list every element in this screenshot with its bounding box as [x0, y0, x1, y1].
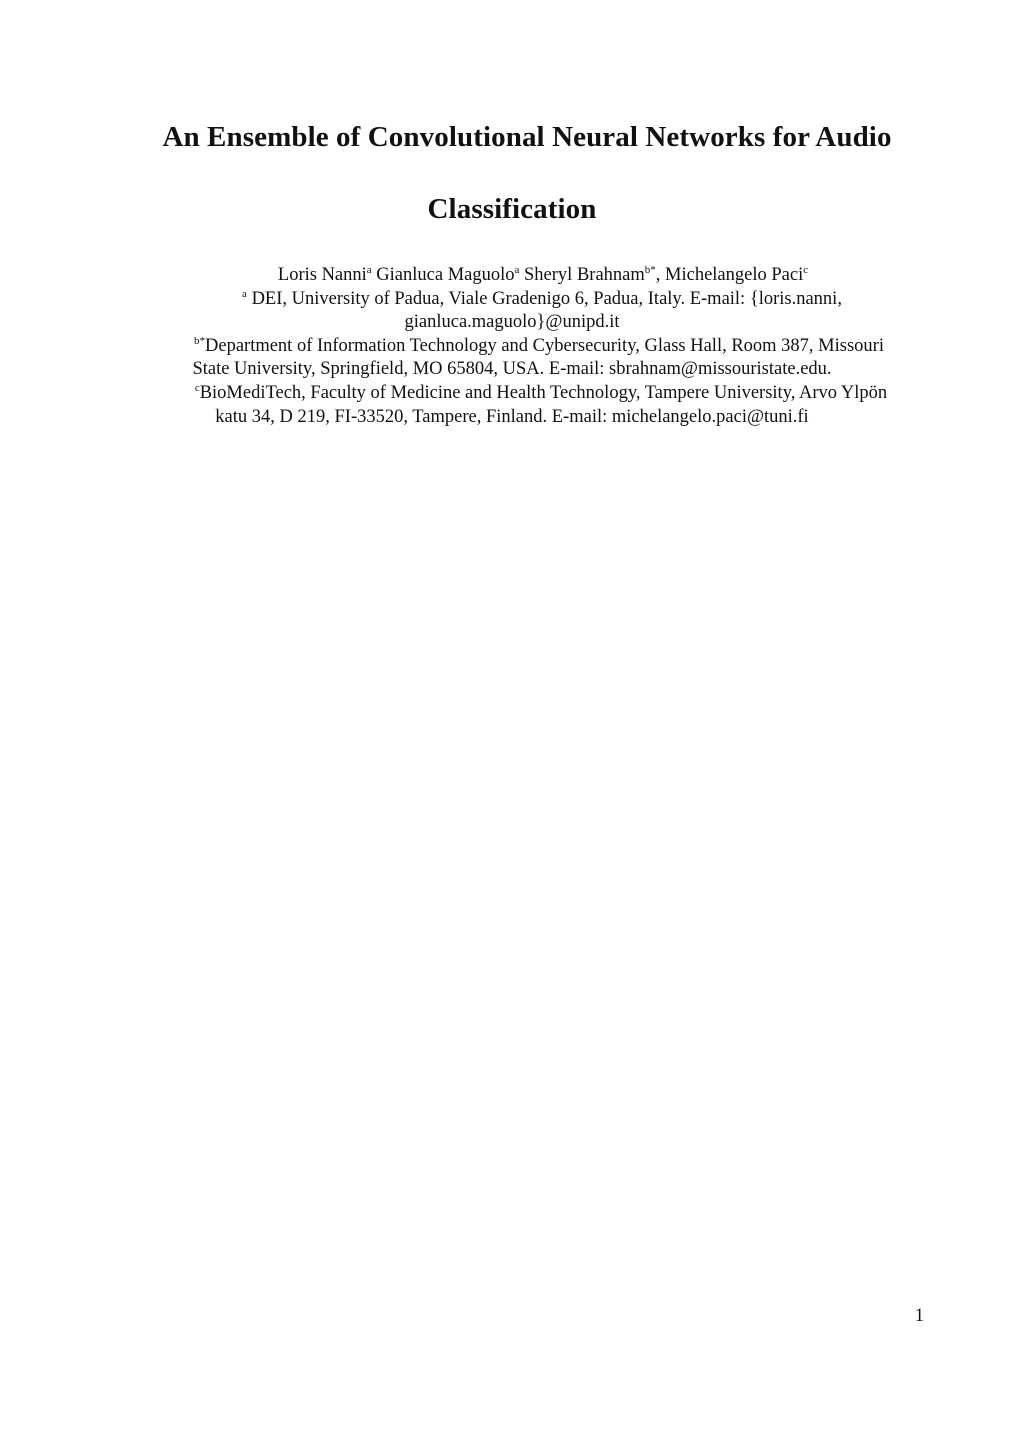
affiliation-a-line-2 [0, 311, 1024, 335]
paper-title-line-1: An Ensemble of Convolutional Neural Networks for Audio [162, 121, 892, 153]
affiliation-text: DEI, University of Padua, Viale Gradenigo 6, Padua, Italy. E-mail: {loris.nanni, [246, 288, 842, 309]
author-list [0, 264, 1024, 288]
author-name: Gianluca Maguolo [371, 265, 515, 285]
page-number: 1 [914, 1306, 924, 1326]
affiliation-b-line-1 [0, 335, 1024, 359]
affiliation-text: Department of Information Technology and Cybersecurity, Glass Hall, Room 387, Missouri [205, 335, 884, 356]
affiliation-text: katu 34, D 219, FI-33520, Tampere, Finland. E-mail: michelangelo.paci@tuni.fi [215, 406, 809, 427]
affiliation-superscript: c [194, 381, 200, 394]
author-superscript: b* [644, 264, 656, 276]
paper-title-line-2: Classification [427, 193, 597, 225]
affiliation-c-line-1 [0, 382, 1024, 406]
affiliation-b-line-2 [0, 358, 1024, 382]
author-name: Loris Nanni [277, 265, 367, 285]
affiliation-a-line-1 [0, 288, 1024, 312]
affiliation-superscript: b* [194, 334, 205, 347]
author-name: , Michelangelo Paci [655, 265, 804, 285]
affiliation-text: BioMediTech, Faculty of Medicine and Health Technology, Tampere University, Arvo Ylpön [199, 382, 888, 403]
affiliation-text: gianluca.maguolo}@unipd.it [404, 312, 620, 333]
affiliation-c-line-2 [0, 406, 1024, 430]
affiliation-superscript: a [242, 287, 247, 300]
author-superscript: a [514, 264, 520, 276]
author-superscript: a [366, 264, 372, 276]
author-name: Sheryl Brahnam [519, 265, 645, 285]
author-superscript: c [803, 264, 809, 276]
affiliation-text: State University, Springfield, MO 65804, USA. E-mail: sbrahnam@missouristate.edu. [192, 359, 832, 380]
author-affiliation-block [0, 264, 1024, 429]
